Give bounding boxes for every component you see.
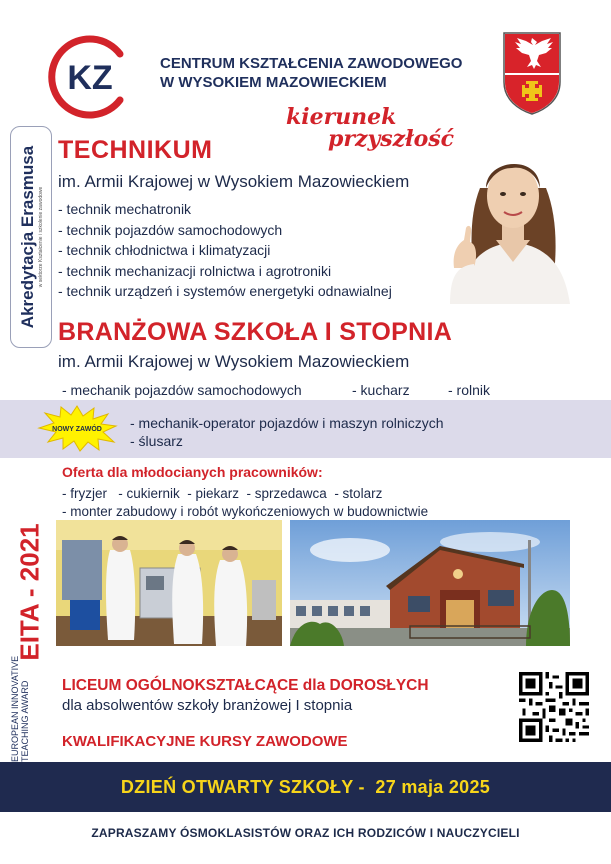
- branzowa-professions-row: [62, 382, 490, 398]
- liceum-title: LICEUM OGÓLNOKSZTAŁCĄCE dla DOROSŁYCH: [62, 677, 429, 694]
- list-item: - mechanik pojazdów samochodowych: [62, 382, 302, 398]
- young-workers-professions: [62, 485, 428, 521]
- vocational-courses-title: KWALIFIKACYJNE KURSY ZAWODOWE: [62, 733, 348, 750]
- young-workers-title: Oferta dla młodocianych pracowników:: [62, 464, 323, 480]
- branzowa-subtitle: im. Armii Krajowej w Wysokiem Mazowieckiem: [58, 352, 410, 371]
- list-item: - technik pojazdów samochodowych: [58, 221, 283, 238]
- workshop-students-photo: [56, 520, 282, 646]
- list-item: - technik chłodnictwa i klimatyzacji: [58, 242, 271, 258]
- list-item: - ślusarz: [130, 433, 183, 449]
- coat-of-arms: [501, 30, 563, 116]
- list-item: - fryzjer - cukiernik - piekarz - sprzedawca - stolarz: [62, 486, 383, 501]
- list-item: - monter zabudowy i robót wykończeniowych w budownictwie: [62, 504, 429, 519]
- liceum-subtitle: dla absolwentów szkoły branżowej I stopnia: [62, 697, 353, 714]
- list-item: - mechanik-operator pojazdów i maszyn rolniczych: [130, 415, 444, 431]
- list-item: - kucharz: [352, 382, 410, 398]
- school-name-line1: CENTRUM KSZTAŁCENIA ZAWODOWEGO: [160, 55, 463, 72]
- eita-award-line2: TEACHING AWARD: [20, 680, 30, 762]
- logo-text: KZ: [67, 59, 113, 97]
- open-day-banner: [0, 762, 611, 812]
- new-profession-label: NOWY ZAWÓD: [52, 426, 102, 433]
- ckz-logo: [44, 32, 134, 122]
- list-item: - technik mechanizacji rolnictwa i agrotroniki: [58, 262, 332, 279]
- school-name-line2: W WYSOKIEM MAZOWIECKIEM: [160, 74, 387, 91]
- branzowa-new-professions: [130, 414, 444, 450]
- erasmus-accreditation-badge: [10, 126, 52, 348]
- technikum-professions: [58, 199, 392, 302]
- eita-year-label: EITA - 2021: [14, 523, 45, 661]
- tagline-line1: kierunek: [286, 104, 397, 130]
- qr-code[interactable]: [519, 672, 589, 742]
- tagline-line2: przyszłość: [328, 126, 455, 152]
- erasmus-title: Akredytacja Erasmusa: [18, 145, 37, 329]
- list-item: - technik mechatronik: [58, 201, 192, 217]
- open-day-text: DZIEŃ OTWARTY SZKOŁY - 27 maja 2025: [120, 776, 491, 797]
- list-item: - technik urządzeń i systemów energetyki odnawialnej: [58, 283, 392, 299]
- invitation-text: ZAPRASZAMY ÓSMOKLASISTÓW ORAZ ICH RODZICÓW I NAUCZYCIELI: [91, 826, 520, 840]
- student-thumbs-up-photo: [440, 128, 574, 304]
- school-building-photo: [290, 520, 570, 646]
- school-name: [160, 54, 500, 92]
- new-profession-starburst-badge: [36, 404, 118, 452]
- technikum-title: TECHNIKUM: [58, 136, 213, 164]
- list-item: - rolnik: [448, 382, 491, 398]
- eita-award-line1: EUROPEAN INNOVATIVE: [10, 655, 20, 762]
- eita-award-name: [10, 562, 30, 762]
- erasmus-subtitle: w sektorze Kształcenie i szkolenie zawodowe: [38, 186, 44, 288]
- eita-award: [0, 462, 54, 762]
- branzowa-title: BRANŻOWA SZKOŁA I STOPNIA: [58, 318, 453, 346]
- technikum-subtitle: im. Armii Krajowej w Wysokiem Mazowieckiem: [58, 172, 410, 191]
